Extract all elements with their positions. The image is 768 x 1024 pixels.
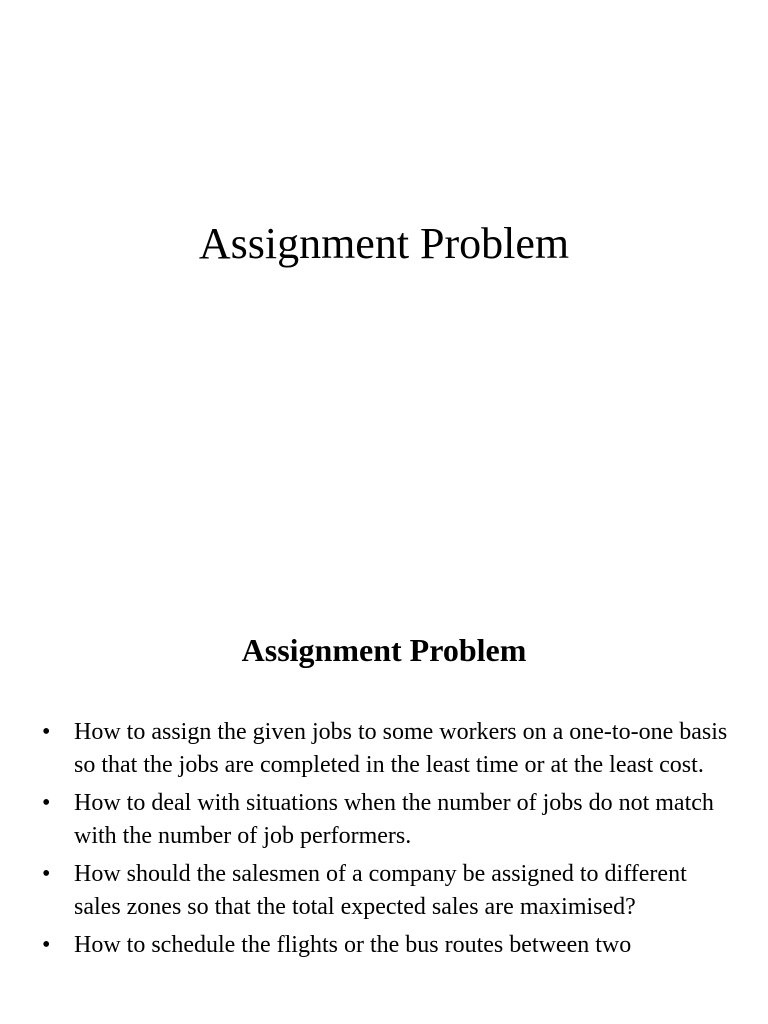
bullet-item-2 bbox=[42, 787, 732, 853]
bullet-item-3 bbox=[42, 858, 732, 924]
bullet-icon: • bbox=[42, 719, 51, 745]
bullet-text: How to deal with situations when the number of jobs do not match with the number of job performers. bbox=[74, 790, 714, 849]
bullet-text: How to assign the given jobs to some workers on a one-to-one basis so that the jobs are completed in the least time or at the least cost. bbox=[74, 719, 728, 778]
section-heading: Assignment Problem bbox=[241, 632, 527, 668]
bullet-item-1 bbox=[42, 716, 732, 782]
bullet-list bbox=[42, 716, 732, 967]
bullet-icon: • bbox=[42, 790, 51, 816]
bullet-text: How should the salesmen of a company be assigned to different sales zones so that the total expected sales are maximised? bbox=[74, 861, 687, 920]
bullet-item-4 bbox=[42, 929, 732, 962]
slide-title: Assignment Problem bbox=[198, 219, 570, 268]
bullet-icon: • bbox=[42, 932, 51, 958]
bullet-text: How to schedule the flights or the bus routes between two bbox=[74, 932, 632, 958]
bullet-icon: • bbox=[42, 861, 51, 887]
